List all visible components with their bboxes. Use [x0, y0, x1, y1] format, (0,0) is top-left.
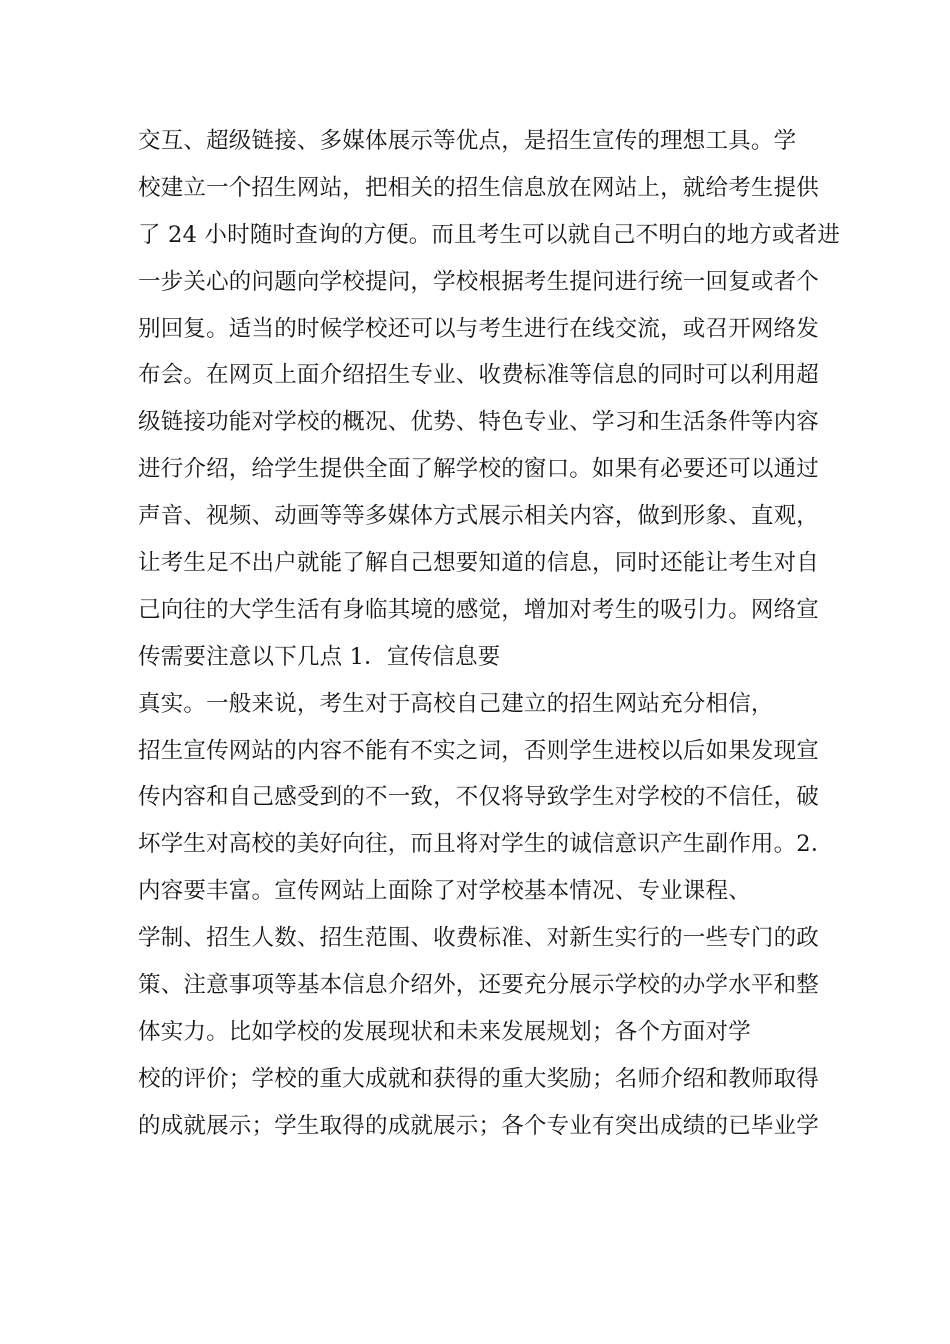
text-line: 别回复。适当的时候学校还可以与考生进行在线交流，或召开网络发 [138, 315, 820, 342]
text-line: 交互、超级链接、多媒体展示等优点，是招生宣传的理想工具。学 [138, 128, 797, 154]
text-line: 坏学生对高校的美好向往，而且将对学生的诚信意识产生副作用。2． [138, 831, 834, 858]
text-line: 让考生足不出户就能了解自己想要知道的信息，同时还能让考生对自 [138, 550, 820, 577]
text-line: 声音、视频、动画等等多媒体方式展示相关内容，做到形象、直观， [138, 503, 820, 530]
text-line: 内容要丰富。宣传网站上面除了对学校基本情况、专业课程、 [138, 878, 751, 905]
body-text [138, 118, 841, 1150]
text-line: 传内容和自己感受到的不一致，不仅将导致学生对学校的不信任，破 [138, 784, 820, 811]
text-line: 一步关心的问题向学校提问，学校根据考生提问进行统一回复或者个 [138, 268, 820, 295]
text-line: 校建立一个招生网站，把相关的招生信息放在网站上，就给考生提供 [138, 174, 820, 201]
text-line: 级链接功能对学校的概况、优势、特色专业、学习和生活条件等内容 [138, 409, 820, 436]
text-line: 体实力。比如学校的发展现状和未来发展规划；各个方面对学 [138, 1018, 751, 1045]
text-line: 校的评价；学校的重大成就和获得的重大奖励；名师介绍和教师取得 [138, 1065, 820, 1092]
text-line: 真实。一般来说，考生对于高校自己建立的招生网站充分相信， [138, 690, 774, 717]
text-line: 学制、招生人数、招生范围、收费标准、对新生实行的一些专门的政 [138, 925, 820, 952]
text-line: 了 24 小时随时查询的方便。而且考生可以就自己不明白的地方或者进 [138, 221, 841, 248]
text-line: 传需要注意以下几点 1．宣传信息要 [138, 643, 501, 670]
text-line: 己向往的大学生活有身临其境的感觉，增加对考生的吸引力。网络宣 [138, 596, 820, 623]
text-line: 布会。在网页上面介绍招生专业、收费标准等信息的同时可以利用超 [138, 362, 820, 389]
text-line: 招生宣传网站的内容不能有不实之词，否则学生进校以后如果发现宣 [138, 737, 820, 764]
text-line: 的成就展示；学生取得的成就展示；各个专业有突出成绩的已毕业学 [138, 1112, 820, 1139]
text-line: 策、注意事项等基本信息介绍外，还要充分展示学校的办学水平和整 [138, 972, 820, 999]
text-line: 进行介绍，给学生提供全面了解学校的窗口。如果有必要还可以通过 [138, 456, 820, 483]
